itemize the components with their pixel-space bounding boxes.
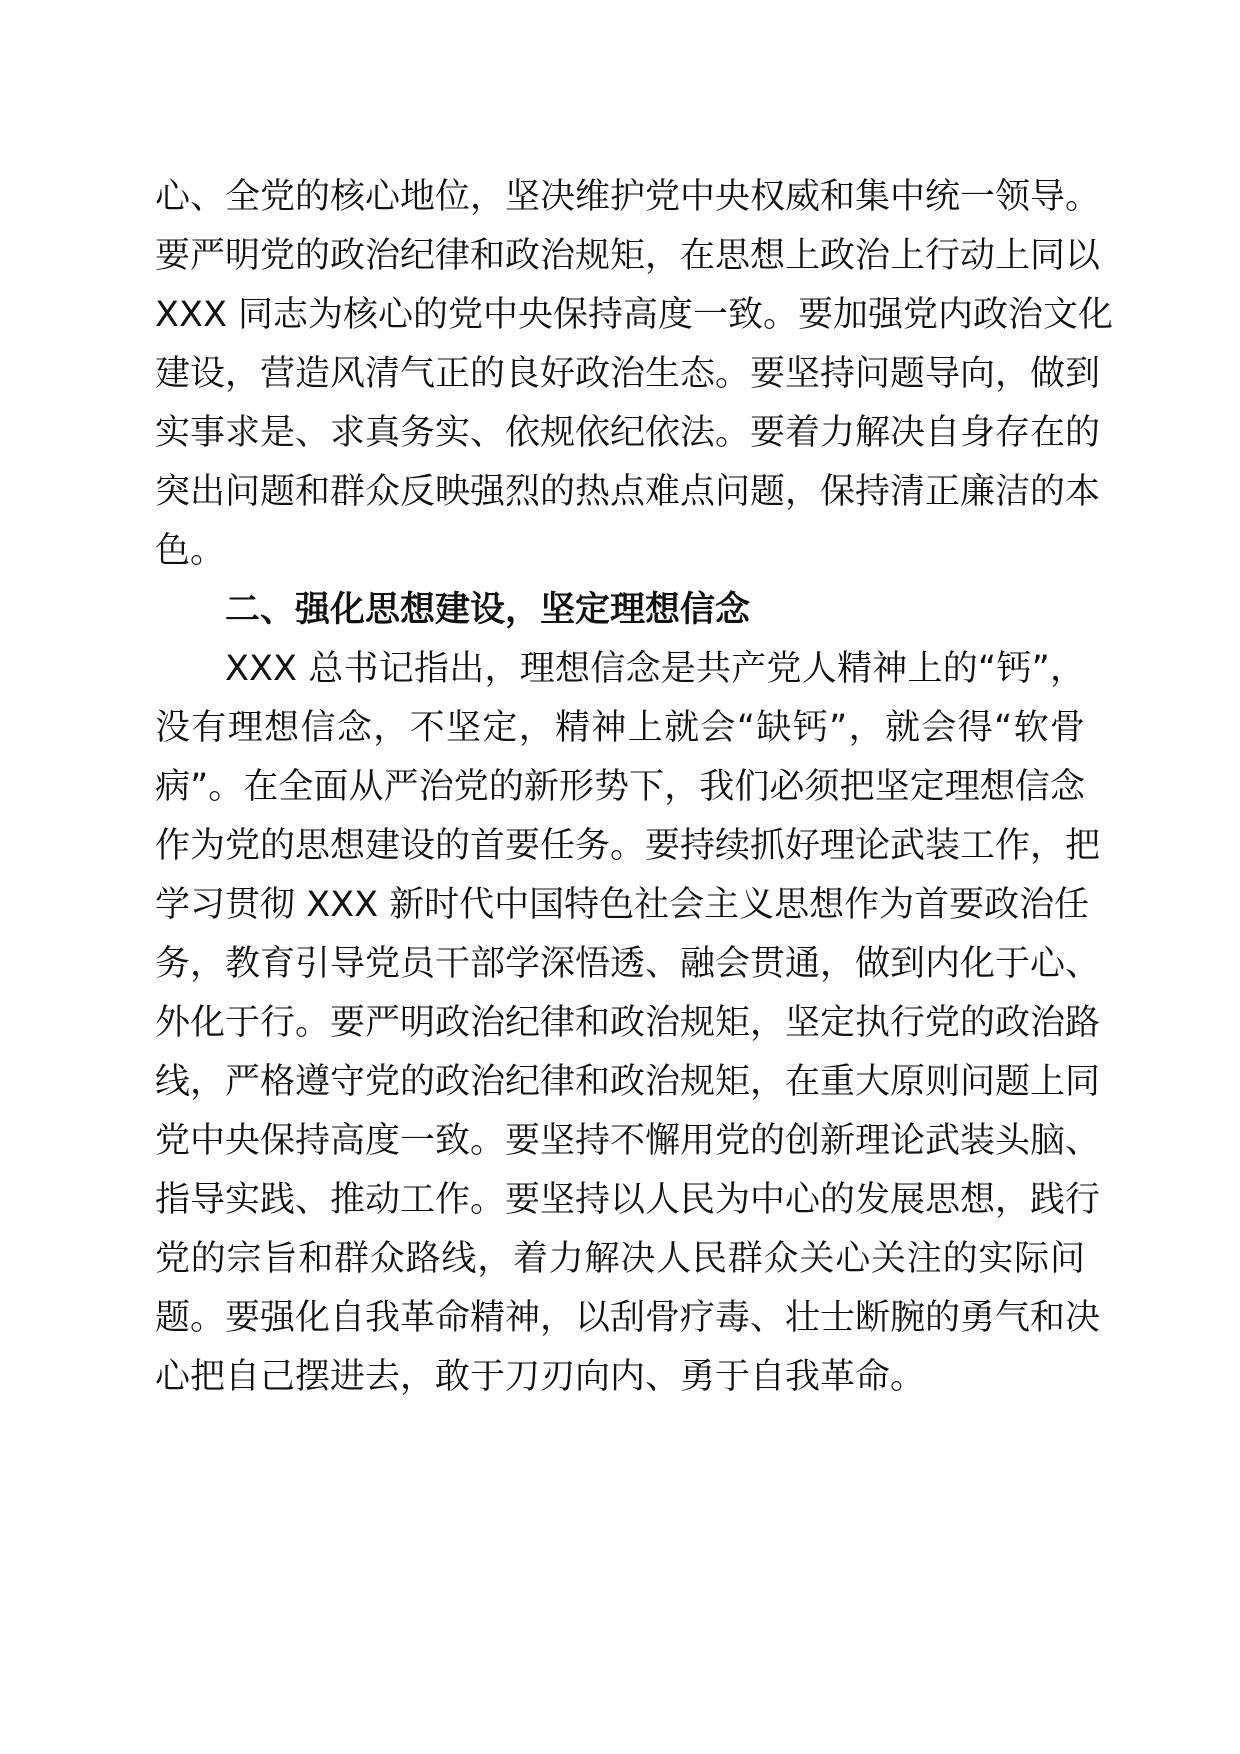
paragraph-line: 题。要强化自我革命精神，以刮骨疗毒、壮士断腕的勇气和决 <box>155 1298 1101 1338</box>
paragraph-line: 务，教育引导党员干部学深悟透、融会贯通，做到内化于心、 <box>155 944 1101 984</box>
paragraph-line: 建设，营造风清气正的良好政治生态。要坚持问题导向，做到 <box>155 354 1101 394</box>
paragraph-line: 线，严格遵守党的政治纪律和政治规矩，在重大原则问题上同 <box>155 1062 1101 1102</box>
paragraph-line: XXX 同志为核心的党中央保持高度一致。要加强党内政治文化 <box>155 295 1114 335</box>
paragraph-line: 党中央保持高度一致。要坚持不懈用党的创新理论武装头脑、 <box>155 1121 1101 1161</box>
paragraph-line: 党的宗旨和群众路线，着力解决人民群众关心关注的实际问 <box>155 1239 1085 1279</box>
paragraph-line: 没有理想信念，不坚定，精神上就会“缺钙”，就会得“软骨 <box>155 708 1085 748</box>
paragraph-line: 色。 <box>155 531 226 571</box>
paragraph-line: 要严明党的政治纪律和政治规矩，在思想上政治上行动上同以 <box>155 236 1101 276</box>
paragraph-line: 心、全党的核心地位，坚决维护党中央权威和集中统一领导。 <box>155 177 1101 217</box>
paragraph-line: XXX 总书记指出，理想信念是共产党人精神上的“钙”， <box>225 649 1085 689</box>
paragraph-line: 突出问题和群众反映强烈的热点难点问题，保持清正廉洁的本 <box>155 472 1101 512</box>
paragraph-line: 指导实践、推动工作。要坚持以人民为中心的发展思想，践行 <box>155 1180 1101 1220</box>
paragraph-line: 病”。在全面从严治党的新形势下，我们必须把坚定理想信念 <box>155 767 1085 807</box>
paragraph-line: 实事求是、求真务实、依规依纪依法。要着力解决自身存在的 <box>155 413 1101 453</box>
paragraph-line: 外化于行。要严明政治纪律和政治规矩，坚定执行党的政治路 <box>155 1003 1101 1043</box>
paragraph-line: 作为党的思想建设的首要任务。要持续抓好理论武装工作，把 <box>155 826 1101 866</box>
paragraph-line: 心把自己摆进去，敢于刀刃向内、勇于自我革命。 <box>155 1357 926 1397</box>
paragraph-line: 学习贯彻 XXX 新时代中国特色社会主义思想作为首要政治任 <box>155 885 1090 925</box>
section-heading: 二、强化思想建设，坚定理想信念 <box>225 590 751 630</box>
